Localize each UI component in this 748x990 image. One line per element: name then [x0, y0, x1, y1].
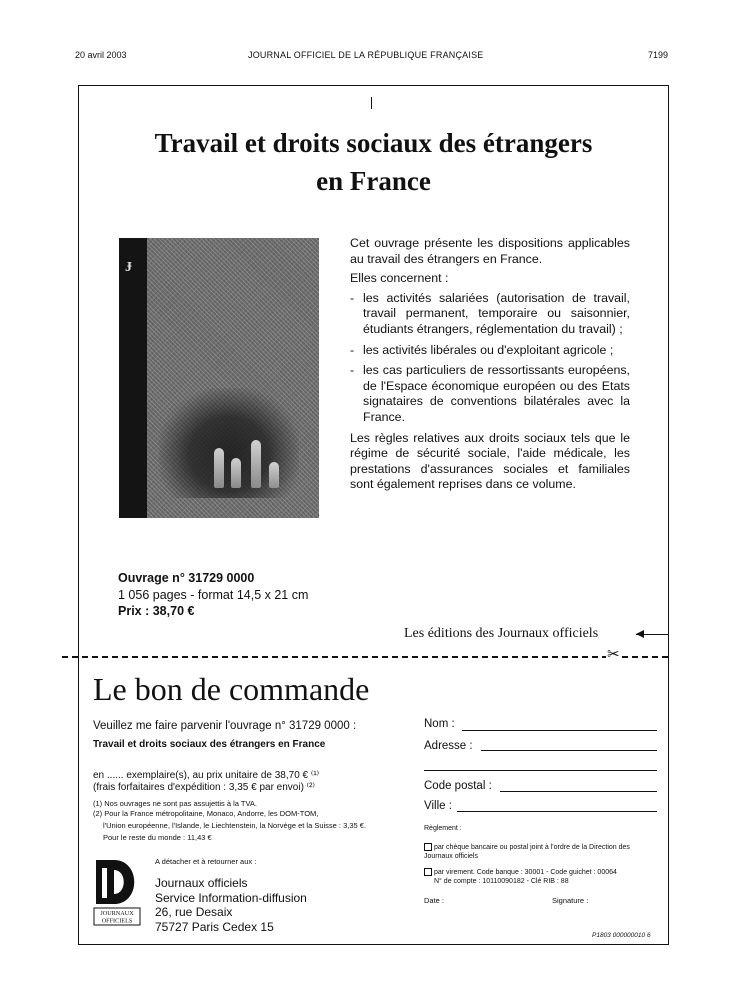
journaux-officiels-logo	[93, 858, 141, 926]
nom-field[interactable]	[462, 730, 657, 731]
book-title-line2: en France	[316, 166, 431, 196]
shipping-line: (frais forfaitaires d'expédition : 3,35 € par envoi) ⁽²⁾	[93, 782, 315, 793]
book-cover-image	[119, 238, 319, 518]
book-title-line1: Travail et droits sociaux des étrangers	[154, 128, 593, 158]
book-format: 1 056 pages - format 14,5 x 21 cm	[118, 587, 309, 602]
checkbox-virement[interactable]	[424, 868, 432, 876]
payment-virement-text-b: N° de compte : 10110090182 - Clé RIB : 88	[434, 878, 569, 885]
address-line: Service Information-diffusion	[155, 890, 307, 905]
adresse-label: Adresse :	[424, 740, 473, 752]
adresse-field-line2[interactable]	[424, 770, 657, 771]
code-postal-field[interactable]	[500, 791, 657, 792]
signature-label[interactable]: Signature :	[552, 896, 589, 905]
adresse-field[interactable]	[481, 750, 657, 751]
print-code: P1803 000000010 6	[592, 932, 651, 939]
note-2a: (2) Pour la France métropolitaine, Monaco, Andorre, les DOM-TOM,	[93, 809, 319, 818]
ville-label: Ville :	[424, 800, 452, 812]
list-item: - les activités libérales ou d'exploitant agricole ;	[350, 343, 630, 359]
detach-instruction: A détacher et à retourner aux :	[155, 857, 257, 866]
cut-line	[62, 656, 668, 658]
payment-cheque-text: par chèque bancaire ou postal joint à l'ordre de la Direction des Journaux officiels	[424, 844, 630, 860]
cover-logo-icon: Ɉ	[125, 260, 132, 275]
quantity-line[interactable]: en ...... exemplaire(s), au prix unitaire de 38,70 € ⁽¹⁾	[93, 770, 320, 781]
address-line: Journaux officiels	[155, 876, 248, 890]
list-item: - les activités salariées (autorisation de travail, travail permanent, temporaire ou saisonnier, étudiants étrangers, réglementation du travail) ;	[350, 291, 630, 338]
logo-text-line2: OFFICIELS	[101, 917, 133, 925]
book-title	[79, 124, 668, 200]
nom-label: Nom :	[424, 718, 455, 730]
note-2c: Pour le reste du monde : 11,43 €	[103, 833, 212, 842]
description-list	[350, 291, 630, 426]
book-reference	[118, 570, 308, 620]
ouvrage-number: Ouvrage n° 31729 0000	[118, 571, 255, 585]
logo-text-line1: JOURNAUX	[100, 910, 134, 917]
order-form-left	[93, 719, 413, 843]
publisher-name: Les éditions des Journaux officiels	[404, 626, 599, 641]
top-mark	[371, 97, 372, 109]
note-1: (1) Nos ouvrages ne sont pas assujettis à la TVA.	[93, 799, 257, 808]
book-price: Prix : 38,70 €	[118, 604, 195, 618]
description-intro: Cet ouvrage présente les dispositions applicables au travail des étrangers en France.	[350, 236, 630, 266]
address-line: 75727 Paris Cedex 15	[155, 919, 274, 934]
reglement-label: Règlement :	[424, 825, 462, 832]
code-postal-label: Code postal :	[424, 780, 492, 792]
payment-virement-option[interactable]	[424, 868, 664, 886]
ville-field[interactable]	[457, 811, 657, 812]
return-address	[155, 876, 307, 934]
header-journal-title: JOURNAL OFFICIEL DE LA RÉPUBLIQUE FRANÇAISE	[248, 50, 484, 60]
header-date: 20 avril 2003	[75, 50, 127, 60]
address-line: 26, rue Desaix	[155, 905, 233, 919]
payment-cheque-option[interactable]	[424, 843, 654, 861]
scissors-icon: ✂	[607, 646, 620, 663]
description-concern: Elles concernent :	[350, 271, 449, 286]
order-book-title: Travail et droits sociaux des étrangers en France	[93, 739, 326, 750]
payment-virement-text-a: par virement. Code banque : 30001 - Code guichet : 00064	[434, 869, 617, 876]
arrow-left-icon	[636, 634, 668, 635]
note-2b: l'Union européenne, l'Islande, le Liechtenstein, la Norvège et la Suisse : 3,35 €.	[103, 821, 367, 830]
order-form-title: Le bon de commande	[93, 671, 370, 707]
order-request: Veuillez me faire parvenir l'ouvrage n° 31729 0000 :	[93, 720, 357, 732]
book-description	[350, 236, 630, 497]
checkbox-cheque[interactable]	[424, 843, 432, 851]
description-closing: Les règles relatives aux droits sociaux tels que le régime de sécurité sociale, l'aide médicale, les prestations d'assurances sociales et familiales sont également reprises dans ce volume.	[350, 430, 630, 492]
header-page-number: 7199	[648, 50, 669, 60]
list-item: - les cas particuliers de ressortissants européens, de l'Espace économique européen ou des Etats signataires de conventions bilatérales avec la France.	[350, 363, 630, 425]
date-label[interactable]: Date :	[424, 896, 445, 905]
